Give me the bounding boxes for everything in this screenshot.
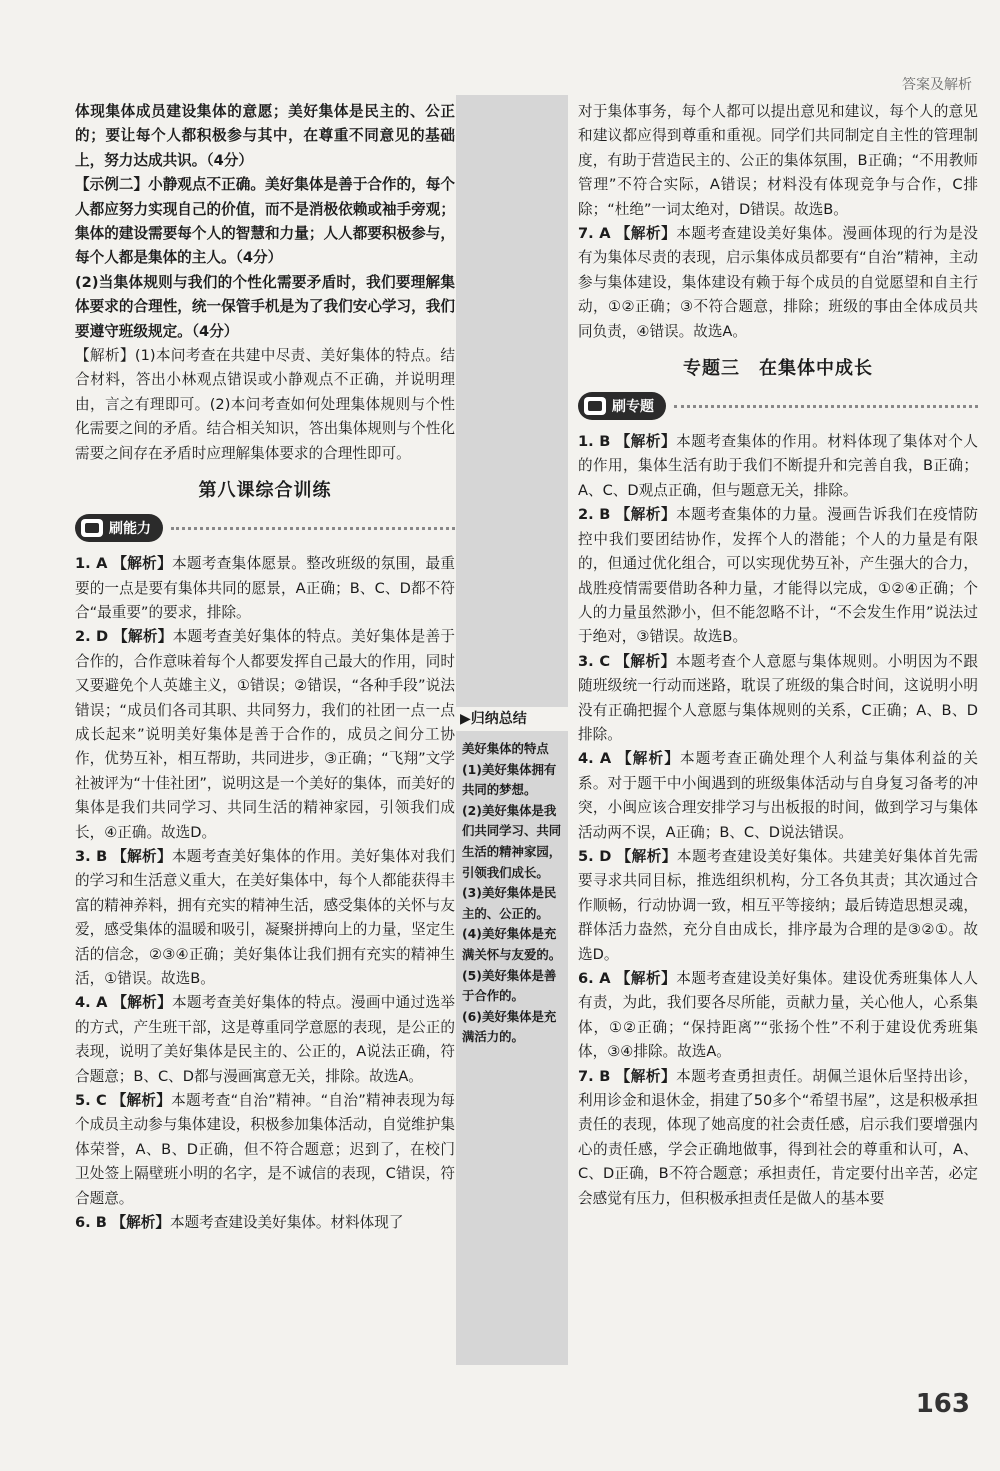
item-number: 1. A [75, 555, 108, 573]
answer-item-2 [75, 625, 455, 845]
item-number: 1. B [578, 433, 611, 451]
answer-item-1 [75, 552, 455, 625]
answer-item-4 [75, 991, 455, 1089]
item-tag: 【解析】 [112, 994, 173, 1012]
answer-paragraph: 【示例二】小静观点不正确。美好集体是善于合作的，每个人都应努力实现自己的价值，而不是消极依赖或袖手旁观；集体的建设需要每个人的智慧和力量；人人都要积极参与，每个人都是集体的主人。（4分） [75, 176, 455, 267]
section-badge [75, 514, 163, 542]
summary-line: (3)美好集体是民主的、公正的。 [462, 885, 557, 921]
item-number: 2. B [578, 506, 611, 524]
item-number: 5. C [75, 1092, 107, 1110]
item-number: 3. B [75, 847, 108, 865]
item-number: 6. B [75, 1214, 107, 1232]
item-number: 6. A [578, 970, 611, 987]
item-number: 2. D [75, 628, 109, 646]
item-tag: 【解析】 [111, 1092, 172, 1110]
book-icon [584, 397, 606, 415]
summary-line: (2)美好集体是我们共同学习、共同生活的精神家园，引领我们成长。 [462, 802, 562, 880]
continued-paragraph: 对于集体事务，每个人都可以提出意见和建议，每个人的意见和建议都应得到尊重和重视。同学们共同制定自主性的管理制度，有助于营造民主的、公正的集体氛围，B正确；“不用教师管理”不符合实际，A错误；材料没有体现竞争与合作，C排除；“杜绝”一词太绝对，D错误。故选B。 [578, 103, 978, 218]
item-tag: 【解析】 [615, 652, 676, 670]
item-text: 本题考查个人意愿与集体规则。小明因为不跟随班级统一行动而迷路，耽误了班级的集合时间，这说明小明没有正确把握个人意愿与集体规则的关系，C正确；A、B、D排除。 [578, 652, 978, 743]
item-text: 本题考查集体愿景。整改班级的氛围，最重要的一点是要有集体共同的愿景，A正确；B、C、D都不符合“最重要”的要求，排除。 [75, 555, 455, 621]
section-title: 第八课综合训练 [198, 480, 332, 502]
summary-sidebar [456, 95, 568, 1365]
item-text: 本题考查建设美好集体。漫画体现的行为是没有为集体尽责的表现，启示集体成员都要有“自治”精神，主动参与集体建设，集体建设有赖于每个成员的自觉愿望和自主行动，①②正确；③不符合题意，排除；班级的事由全体成员共同负责，④错误。故选A。 [578, 225, 978, 340]
item-number: 5. D [578, 847, 612, 865]
badge-label: 刷能力 [109, 521, 151, 538]
header-label: 答案及解析 [902, 77, 972, 93]
topic-item-3 [578, 650, 978, 748]
item-text: 本题考查正确处理个人利益与集体利益的关系。对于题干中小闽遇到的班级集体活动与自身复习备考的冲突，小闽应该合理安排学习与出板报的时间，做到学习与集体活动两不误，A正确；B、C、D说法错误。 [578, 750, 978, 841]
answer-item-7 [578, 222, 978, 344]
topic-item-1 [578, 430, 978, 503]
answer-paragraph: (2)当集体规则与我们的个性化需要矛盾时，我们要理解集体要求的合理性，统一保管手机是为了我们安心学习，我们要遵守班级规定。（4分） [75, 273, 455, 340]
summary-body [462, 739, 564, 1048]
right-column [578, 100, 978, 1211]
item-tag: 【解析】 [617, 750, 681, 768]
item-number: 7. B [578, 1067, 611, 1085]
item-tag: 【解析】 [111, 1214, 170, 1232]
item-text: 本题考查美好集体的特点。美好集体是善于合作的，合作意味着每个人都要发挥自己最大的作用，同时又要避免个人英雄主义，①错误；②错误，“各种手段”说法错误；“成员们各司其职、共同努力，我们的社团一点一点成长起来”说明美好集体是善于合作的，成员之间分工协作，优势互补，相互帮助，共同进步，③正确；“飞翔”文学社被评为“十佳社团”，说明这是一个美好的集体，而美好的集体是我们共同学习、共同生活的精神家园，引领我们成长，④正确。故选D。 [75, 628, 455, 841]
summary-line: (6)美好集体是充满活力的。 [462, 1008, 557, 1045]
answer-item-5 [75, 1089, 455, 1211]
left-column [75, 100, 455, 1235]
item-text: 本题考查建设美好集体。共建美好集体首先需要寻求共同目标，推选组织机构，分工各负其责；其次通过合作顺畅，行动协调一致，相互平等接纳；最后铸造思想灵魂，群体活力盎然，充分自由成长，排序最为合理的是③②①。故选D。 [578, 847, 978, 963]
topic-item-5 [578, 845, 978, 967]
item-tag: 【解析】 [615, 225, 677, 243]
item-tag: 【解析】 [615, 1067, 677, 1085]
analysis-paragraph: 【解析】(1)本问考查在共建中尽责、美好集体的特点。结合材料，答出小林观点错误或小静观点不正确，并说明理由，言之有理即可。(2)本问考查如何处理集体规则与个性化需要之间的矛盾。结合相关知识，答出集体规则与个性化需要之间存在矛盾时应理解集体要求的合理性即可。 [75, 347, 455, 462]
summary-line: (5)美好集体是善于合作的。 [462, 967, 557, 1004]
badge-row [75, 514, 455, 542]
summary-line: (4)美好集体是充满关怀与友爱的。 [462, 926, 562, 962]
item-text: 本题考查美好集体的特点。漫画中通过选举的方式，产生班干部，这是尊重同学意愿的表现，是公正的表现，说明了美好集体是民主的、公正的，A说法正确，符合题意；B、C、D都与漫画寓意无关，排除。故选A。 [75, 994, 455, 1085]
answer-item-3 [75, 845, 455, 991]
item-tag: 【解析】 [112, 847, 172, 865]
item-text: 本题考查“自治”精神。“自治”精神表现为每个成员主动参与集体建设，积极参加集体活动，自觉维护集体荣誉，A、B、D正确，但不符合题意；迟到了，在校门卫处签上隔壁班小明的名字，是不诚信的表现，C错误，符合题意。 [75, 1092, 455, 1207]
item-tag: 【解析】 [615, 506, 677, 524]
topic-item-2 [578, 503, 978, 649]
item-tag: 【解析】 [615, 970, 677, 987]
item-tag: 【解析】 [112, 555, 173, 573]
badge-row [578, 392, 978, 420]
topic-item-7 [578, 1065, 978, 1211]
item-text: 本题考查建设美好集体。材料体现了 [169, 1214, 404, 1232]
item-text: 本题考查建设美好集体。建设优秀班集体人人有责，为此，我们要各尽所能，贡献力量，关心他人，心系集体，①②正确；“保持距离”“张扬个性”不利于建设优秀班集体，③④排除。故选A。 [578, 970, 978, 1061]
badge-label: 刷专题 [612, 399, 654, 416]
item-tag: 【解析】 [615, 433, 677, 451]
item-text: 本题考查集体的作用。材料体现了集体对个人的作用，集体生活有助于我们不断提升和完善自我，B正确；A、C、D观点正确，但与题意无关，排除。 [578, 433, 978, 499]
item-text: 本题考查美好集体的作用。美好集体对我们的学习和生活意义重大，在美好集体中，每个人都能获得丰富的精神养料，拥有充实的精神生活，感受集体的关怀与友爱，感受集体的温暖和吸引，凝聚拼搏向上的力量，坚定生活的信念，②③④正确；美好集体让我们拥有充实的精神生活，①错误。故选B。 [75, 847, 455, 987]
answer-paragraph: 体现集体成员建设集体的意愿；美好集体是民主的、公正的；要让每个人都积极参与其中，在尊重不同意见的基础上，努力达成共识。（4分） [75, 103, 455, 169]
item-number: 3. C [578, 652, 611, 670]
section-badge [578, 392, 666, 420]
item-number: 4. A [578, 750, 612, 768]
answer-item-6 [75, 1211, 455, 1235]
page-number: 163 [915, 1389, 970, 1419]
topic-item-4 [578, 747, 978, 845]
summary-line: 美好集体的特点 [462, 741, 549, 756]
dotted-divider [171, 527, 455, 530]
item-text: 本题考查勇担责任。胡佩兰退休后坚持出诊，利用诊金和退休金，捐建了50多个“希望书屋”，这是积极承担责任的表现，体现了她高度的社会责任感，启示我们要增强内心的责任感，学会正确地做事，得到社会的尊重和认可，A、C、D正确，B不符合题意；承担责任，肯定要付出辛苦，必定会感觉有压力，但积极承担责任是做人的基本要 [578, 1067, 978, 1207]
summary-line: (1)美好集体拥有共同的梦想。 [462, 761, 557, 798]
section-title: 专题三 在集体中成长 [683, 358, 873, 380]
item-number: 7. A [578, 225, 611, 243]
book-icon [81, 519, 103, 537]
item-text: 本题考查集体的力量。漫画告诉我们在疫情防控中我们要团结协作，发挥个人的潜能；个人的力量是有限的，但通过优化组合，可以实现优势互补，产生强大的合力，战胜疫情需要借助各种力量，才能得以完成，①②④正确；个人的力量虽然渺小，但不能忽略不计，“不会发生作用”说法过于绝对，③错误。故选B。 [578, 506, 978, 646]
item-tag: 【解析】 [113, 628, 173, 646]
dotted-divider [674, 405, 978, 408]
topic-item-6 [578, 967, 978, 1065]
item-tag: 【解析】 [616, 847, 677, 865]
item-number: 4. A [75, 994, 108, 1012]
summary-title: ▶归纳总结 [456, 707, 568, 731]
